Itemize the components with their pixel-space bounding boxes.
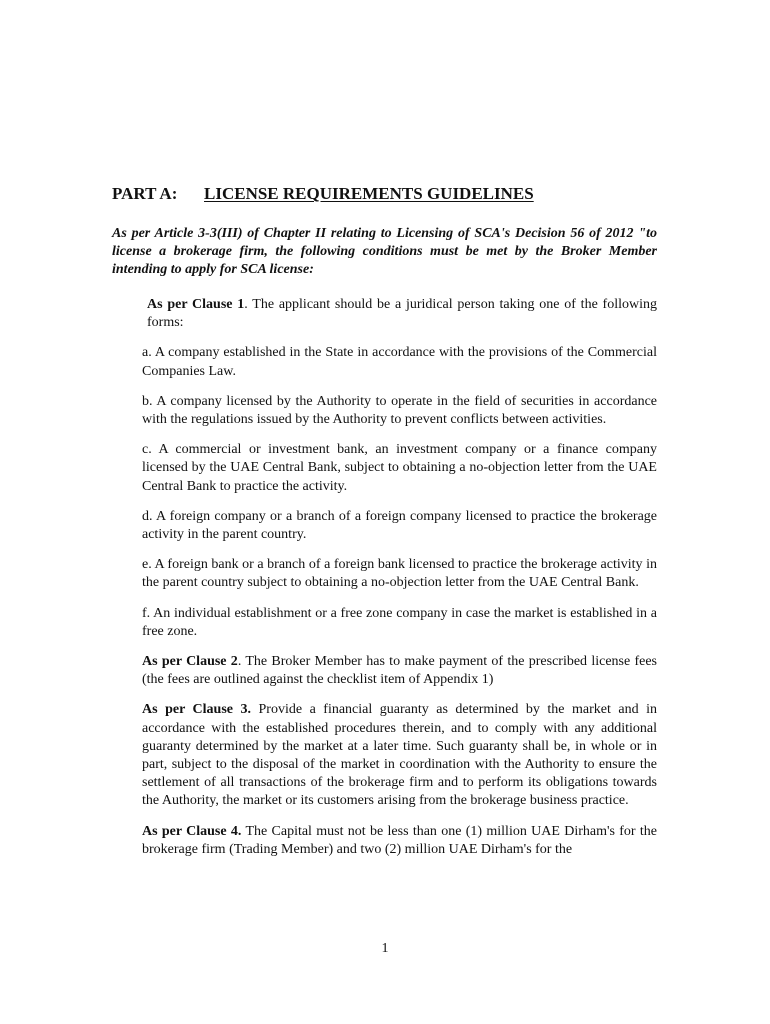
clause-3-text: Provide a financial guaranty as determined by the market and in accordance with the established procedures therein, and to comply with any additional guaranty determined by the market at a later time. Such guaranty shall be, in whole or in part, subject to the disposal of the market in coordination with the Authority to ensure the settlement of all transactions of the brokerage firm and to perform its obligations towards the Authority, the market or its customers arising from the brokerage business practice. [142,702,658,809]
form-item-f: f. An individual establishment or a free zone company in case the market is established in a free zone. [142,605,657,639]
clause-2-label: As per Clause 2 [142,654,238,670]
clause-2-paragraph [142,653,657,689]
form-item-b: b. A company licensed by the Authority to operate in the field of securities in accordance with the regulations issued by the Authority to prevent conflicts between activities. [142,393,657,428]
form-item-a: a. A company established in the State in accordance with the provisions of the Commercial Companies Law. [142,345,657,379]
clause-1-paragraph [147,296,657,332]
clause-3-label: As per Clause 3. [142,702,251,718]
form-item-c: c. A commercial or investment bank, an investment company or a finance company licensed by the UAE Central Bank, subject to obtaining a no-objection letter from the UAE Central Bank to practice the activity. [142,442,657,494]
section-heading [112,184,534,204]
clauses-body [142,296,657,871]
clause-1-label: As per Clause 1 [147,297,245,312]
page-number: 1 [381,941,389,956]
form-item-e: e. A foreign bank or a branch of a foreign bank licensed to practice the brokerage activity in the parent country subject to obtaining a no-objection letter from the UAE Central Bank. [142,557,657,591]
clause-3-paragraph [142,701,657,810]
clause-4-label: As per Clause 4. [142,823,242,839]
clause-4-text: The Capital must not be less than one (1) million UAE Dirham's for the brokerage firm (Trading Member) and two (2) million UAE Dirham's for the [142,823,657,857]
intro-paragraph: As per Article 3-3(III) of Chapter II relating to Licensing of SCA's Decision 56 of 2012 "to license a brokerage firm, the following conditions must be met by the Broker Member intending to apply for SCA license: [112,226,657,277]
heading-title: LICENSE REQUIREMENTS GUIDELINES [204,184,534,203]
clause-2-text: . The Broker Member has to make payment of the prescribed license fees (the fees are outlined against the checklist item of Appendix 1) [142,654,658,688]
form-item-d: d. A foreign company or a branch of a foreign company licensed to practice the brokerage activity in the parent country. [142,508,657,543]
clause-1-text: . The applicant should be a juridical person taking one of the following forms: [147,297,657,331]
heading-part-label: PART A: [112,184,178,203]
clause-4-paragraph [142,823,657,859]
